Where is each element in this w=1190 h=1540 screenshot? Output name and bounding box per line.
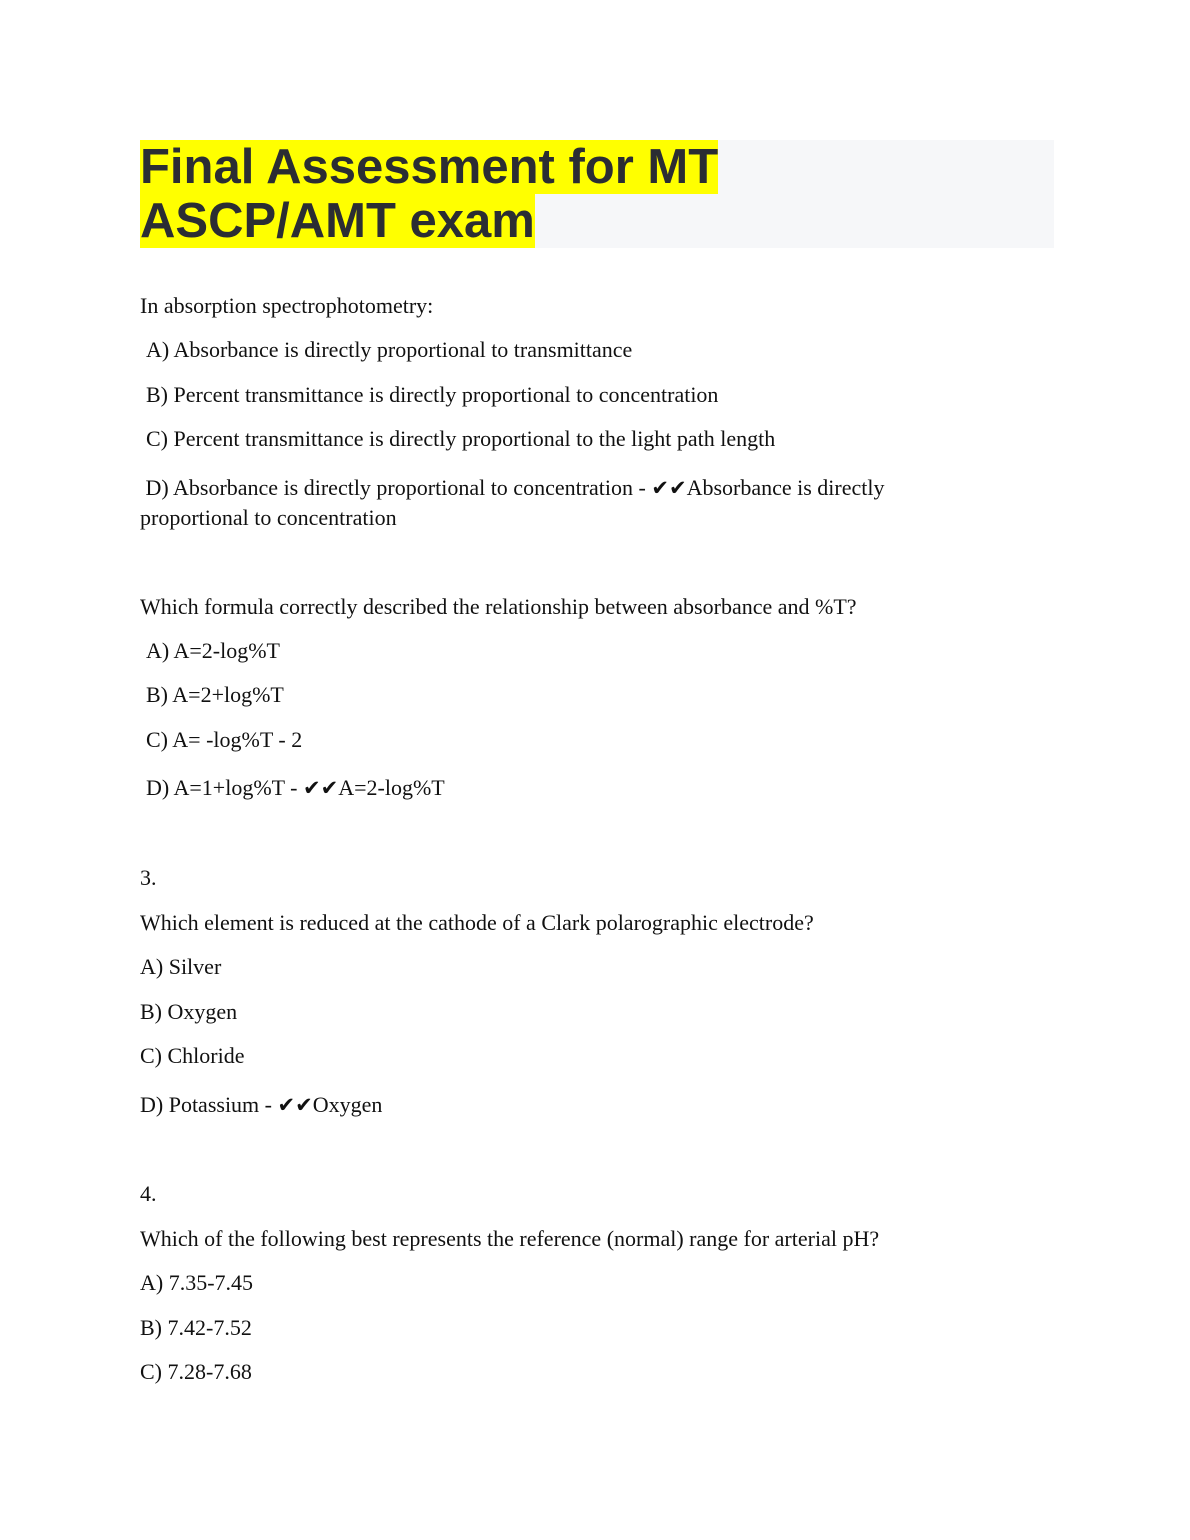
title-block xyxy=(140,140,1054,248)
double-check-icon: ✔✔ xyxy=(303,776,339,800)
question-3-number: 3. xyxy=(140,865,157,890)
question-2-option-d xyxy=(146,773,445,803)
question-4-option-b: B) 7.42-7.52 xyxy=(140,1315,252,1340)
question-1-option-a: A) Absorbance is directly proportional to transmittance xyxy=(146,337,633,362)
question-1-prompt: In absorption spectrophotometry: xyxy=(140,293,434,318)
question-1-answer: Absorbance is directly proportional to concentration xyxy=(140,475,885,530)
question-3-option-c: C) Chloride xyxy=(140,1043,245,1068)
double-check-icon: ✔✔ xyxy=(277,1093,313,1117)
question-2-option-c: C) A= -log%T - 2 xyxy=(146,727,303,752)
question-3-option-d xyxy=(140,1090,382,1120)
question-2-answer: A=2-log%T xyxy=(338,775,445,800)
question-4-option-c: C) 7.28-7.68 xyxy=(140,1359,252,1384)
question-1-option-c: C) Percent transmittance is directly proportional to the light path length xyxy=(146,426,776,451)
question-3-option-b: B) Oxygen xyxy=(140,999,238,1024)
question-4-option-a: A) 7.35-7.45 xyxy=(140,1270,254,1295)
question-2-option-b: B) A=2+log%T xyxy=(146,682,284,707)
question-1-option-b: B) Percent transmittance is directly proportional to concentration xyxy=(146,382,719,407)
page-title xyxy=(140,140,970,248)
question-4-prompt: Which of the following best represents the reference (normal) range for arterial pH? xyxy=(140,1226,880,1251)
question-2-option-d-text: D) A=1+log%T - xyxy=(146,775,304,800)
double-check-icon: ✔✔ xyxy=(651,476,687,500)
question-3-option-a: A) Silver xyxy=(140,954,222,979)
question-1-option-d xyxy=(140,473,940,533)
title-highlight: Final Assessment for MT ASCP/AMT exam xyxy=(140,140,719,248)
question-4-number: 4. xyxy=(140,1181,157,1206)
question-1-option-d-text: D) Absorbance is directly proportional to concentration - xyxy=(145,475,652,500)
question-2-option-a: A) A=2-log%T xyxy=(146,638,280,663)
question-3-prompt: Which element is reduced at the cathode of a Clark polarographic electrode? xyxy=(140,910,814,935)
question-3-answer: Oxygen xyxy=(312,1092,383,1117)
question-3-option-d-text: D) Potassium - xyxy=(140,1092,278,1117)
question-2-prompt: Which formula correctly described the relationship between absorbance and %T? xyxy=(140,594,857,619)
